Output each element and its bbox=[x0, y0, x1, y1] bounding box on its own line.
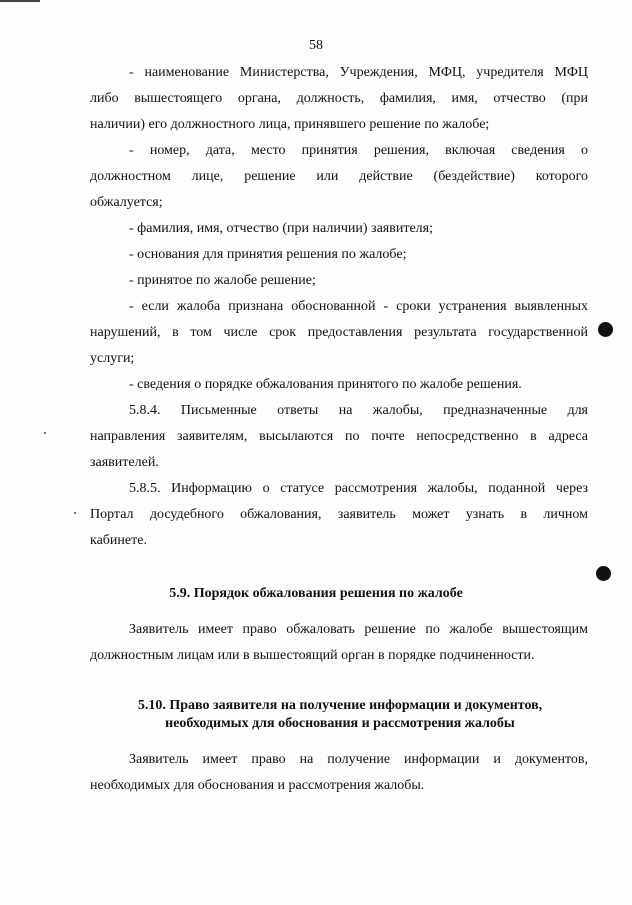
text-line: услуги; bbox=[90, 351, 135, 366]
scan-speck bbox=[44, 432, 46, 434]
scan-corner-mark bbox=[0, 0, 40, 2]
text-line: либо вышестоящего органа, должность, фамилия, имя, отчество (при bbox=[90, 91, 588, 106]
text-line: - фамилия, имя, отчество (при наличии) заявителя; bbox=[129, 221, 433, 236]
text-line: наличии) его должностного лица, принявшего решение по жалобе; bbox=[90, 117, 490, 132]
punch-hole bbox=[598, 322, 613, 337]
text-line: кабинете. bbox=[90, 533, 147, 548]
text-line: - наименование Министерства, Учреждения, МФЦ, учредителя МФЦ bbox=[129, 65, 588, 80]
text-line: направления заявителям, высылаются по почте непосредственно в адреса bbox=[90, 429, 588, 444]
section-heading: 5.10. Право заявителя на получение информации и документов, bbox=[137, 698, 543, 713]
text-line: нарушений, в том числе срок предоставления результата государственной bbox=[90, 325, 588, 340]
text-line: - номер, дата, место принятия решения, включая сведения о bbox=[129, 143, 588, 158]
text-line: заявителей. bbox=[90, 455, 159, 470]
text-line: Заявитель имеет право на получение информации и документов, bbox=[129, 752, 588, 767]
text-line: - принятое по жалобе решение; bbox=[129, 273, 316, 288]
text-line: должностным лицам или в вышестоящий орган в порядке подчиненности. bbox=[90, 648, 535, 663]
text-line: - основания для принятия решения по жалобе; bbox=[129, 247, 407, 262]
text-line: - если жалоба признана обоснованной - сроки устранения выявленных bbox=[129, 299, 588, 314]
punch-hole bbox=[596, 566, 611, 581]
text-line: необходимых для обоснования и рассмотрения жалобы. bbox=[90, 778, 425, 793]
text-line: обжалуется; bbox=[90, 195, 163, 210]
text-line: 5.8.4. Письменные ответы на жалобы, предназначенные для bbox=[129, 403, 588, 418]
text-line: Заявитель имеет право обжаловать решение по жалобе вышестоящим bbox=[129, 622, 588, 637]
scan-speck bbox=[74, 512, 76, 514]
text-line: 5.8.5. Информацию о статусе рассмотрения жалобы, поданной через bbox=[129, 481, 588, 496]
page-number: 58 bbox=[309, 38, 323, 53]
text-line: Портал досудебного обжалования, заявитель может узнать в личном bbox=[90, 507, 588, 522]
text-line: должностном лице, решение или действие (бездействие) которого bbox=[90, 169, 588, 184]
text-line: - сведения о порядке обжалования принятого по жалобе решения. bbox=[129, 377, 522, 392]
section-heading: 5.9. Порядок обжалования решения по жалобе bbox=[169, 586, 463, 601]
section-heading: необходимых для обоснования и рассмотрения жалобы bbox=[165, 716, 515, 731]
